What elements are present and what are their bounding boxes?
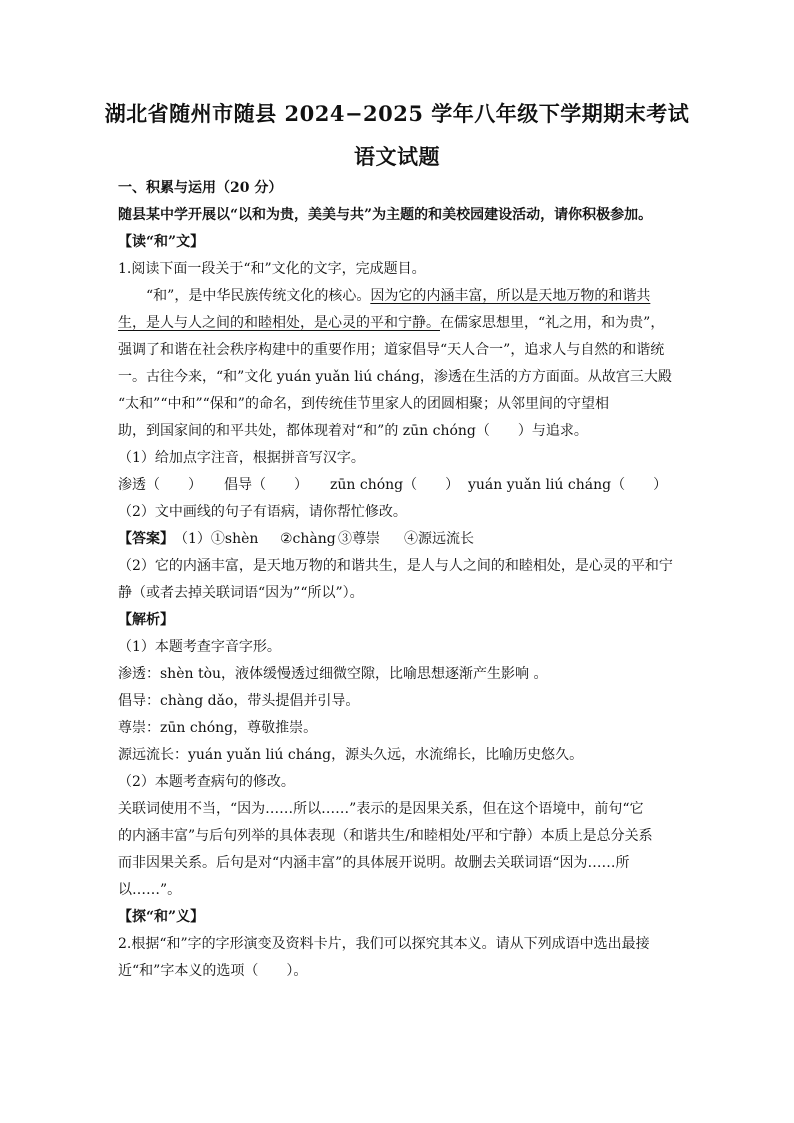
answer-label: 【答案】: [118, 531, 174, 547]
answer-line-2: （2）它的内涵丰富，是天地万物的和谐共生，是人与人之间的和睦相处，是心灵的平和宁: [118, 558, 673, 574]
subquestion-2: （2）文中画线的句子有语病，请你帮忙修改。: [118, 504, 407, 520]
answer-item: （1）①shèn: [174, 531, 259, 547]
passage-line-1: [146, 286, 706, 306]
exam-title: 湖北省随州市随县 2024−2025 学年八年级下学期期末考试: [104, 101, 690, 126]
blank-zunchong: zūn chóng（ ）: [330, 477, 460, 493]
question-1-prompt: 1.阅读下面一段关于“和”文化的文字，完成题目。: [118, 261, 426, 277]
blank-changdao: 倡导（ ）: [224, 477, 308, 493]
answer-item: ②chàng: [280, 531, 336, 547]
activity-intro: 随县某中学开展以“以和为贵，美美与共”为主题的和美校园建设活动，请你积极参加。: [118, 207, 653, 223]
part-heading-read: 【读“和”文】: [118, 234, 205, 250]
analysis-line: 倡导：chàng dǎo，带头提倡并引导。: [118, 693, 360, 709]
passage-text: 在儒家思想里，“礼之用，和为贵”，: [440, 315, 665, 331]
underlined-sentence: 因为它的内涵丰富，所以是天地万物的和谐共: [370, 288, 651, 304]
blank-shentou: 渗透（ ）: [118, 477, 202, 493]
passage-text: “和”，是中华民族传统文化的核心。: [146, 288, 371, 304]
passage-line-4: 一。古往今来，“和”文化 yuán yuǎn liú cháng，渗透在生活的方方面面。从故宫三大殿: [118, 369, 672, 385]
exam-subtitle: 语文试题: [354, 144, 440, 169]
passage-line-2: [118, 313, 678, 333]
analysis-line: 尊崇：zūn chóng，尊敬推崇。: [118, 720, 318, 736]
analysis-line: 以……”。: [118, 882, 182, 898]
section-heading: 一、积累与运用（20 分）: [118, 180, 283, 196]
analysis-line: 源远流长：yuán yuǎn liú cháng，源头久远，水流绵长，比喻历史悠久。: [118, 747, 584, 763]
blank-yuanyuanliuchang: yuán yuǎn liú cháng（ ）: [468, 477, 668, 493]
blanks-row: [118, 475, 678, 495]
analysis-line: 而非因果关系。后句是对“内涵丰富”的具体展开说明。故删去关联词语“因为……所: [118, 855, 630, 871]
analysis-line: 关联词使用不当，“因为……所以……”表示的是因果关系，但在这个语境中，前句“它: [118, 801, 644, 817]
answer-line-1: [118, 529, 678, 549]
analysis-label: 【解析】: [118, 612, 174, 628]
answer-item: ③尊崇: [338, 531, 380, 547]
passage-line-5: “太和”“中和”“保和”的命名，到传统佳节里家人的团圆相聚；从邻里间的守望相: [118, 396, 609, 412]
answer-item: ④源远流长: [404, 531, 474, 547]
answer-line-3: 静（或者去掉关联词语“因为”“所以”）。: [118, 585, 364, 601]
analysis-line: 渗透：shèn tòu，液体缓慢透过细微空隙，比喻思想逐渐产生影响 。: [118, 666, 548, 682]
question-2-line-1: 2.根据“和”字的字形演变及资料卡片，我们可以探究其本义。请从下列成语中选出最接: [118, 936, 650, 952]
analysis-line: （1）本题考查字音字形。: [118, 639, 281, 655]
analysis-line: （2）本题考查病句的修改。: [118, 774, 295, 790]
passage-line-3: 强调了和谐在社会秩序构建中的重要作用；道家倡导“天人合一”，追求人与自然的和谐统: [118, 342, 665, 358]
part-heading-explore: 【探“和”义】: [118, 909, 205, 925]
passage-line-6: 助，到国家间的和平共处，都体现着对“和”的 zūn chóng（ ）与追求。: [118, 423, 588, 439]
underlined-sentence-cont: 生，是人与人之间的和睦相处，是心灵的平和宁静。: [118, 315, 440, 331]
analysis-line: 的内涵丰富”与后句列举的具体表现（和谐共生/和睦相处/平和宁静）本质上是总分关系: [118, 828, 653, 844]
subquestion-1: （1）给加点字注音，根据拼音写汉字。: [118, 450, 365, 466]
question-2-line-2: 近“和”字本义的选项（ ）。: [118, 963, 308, 979]
